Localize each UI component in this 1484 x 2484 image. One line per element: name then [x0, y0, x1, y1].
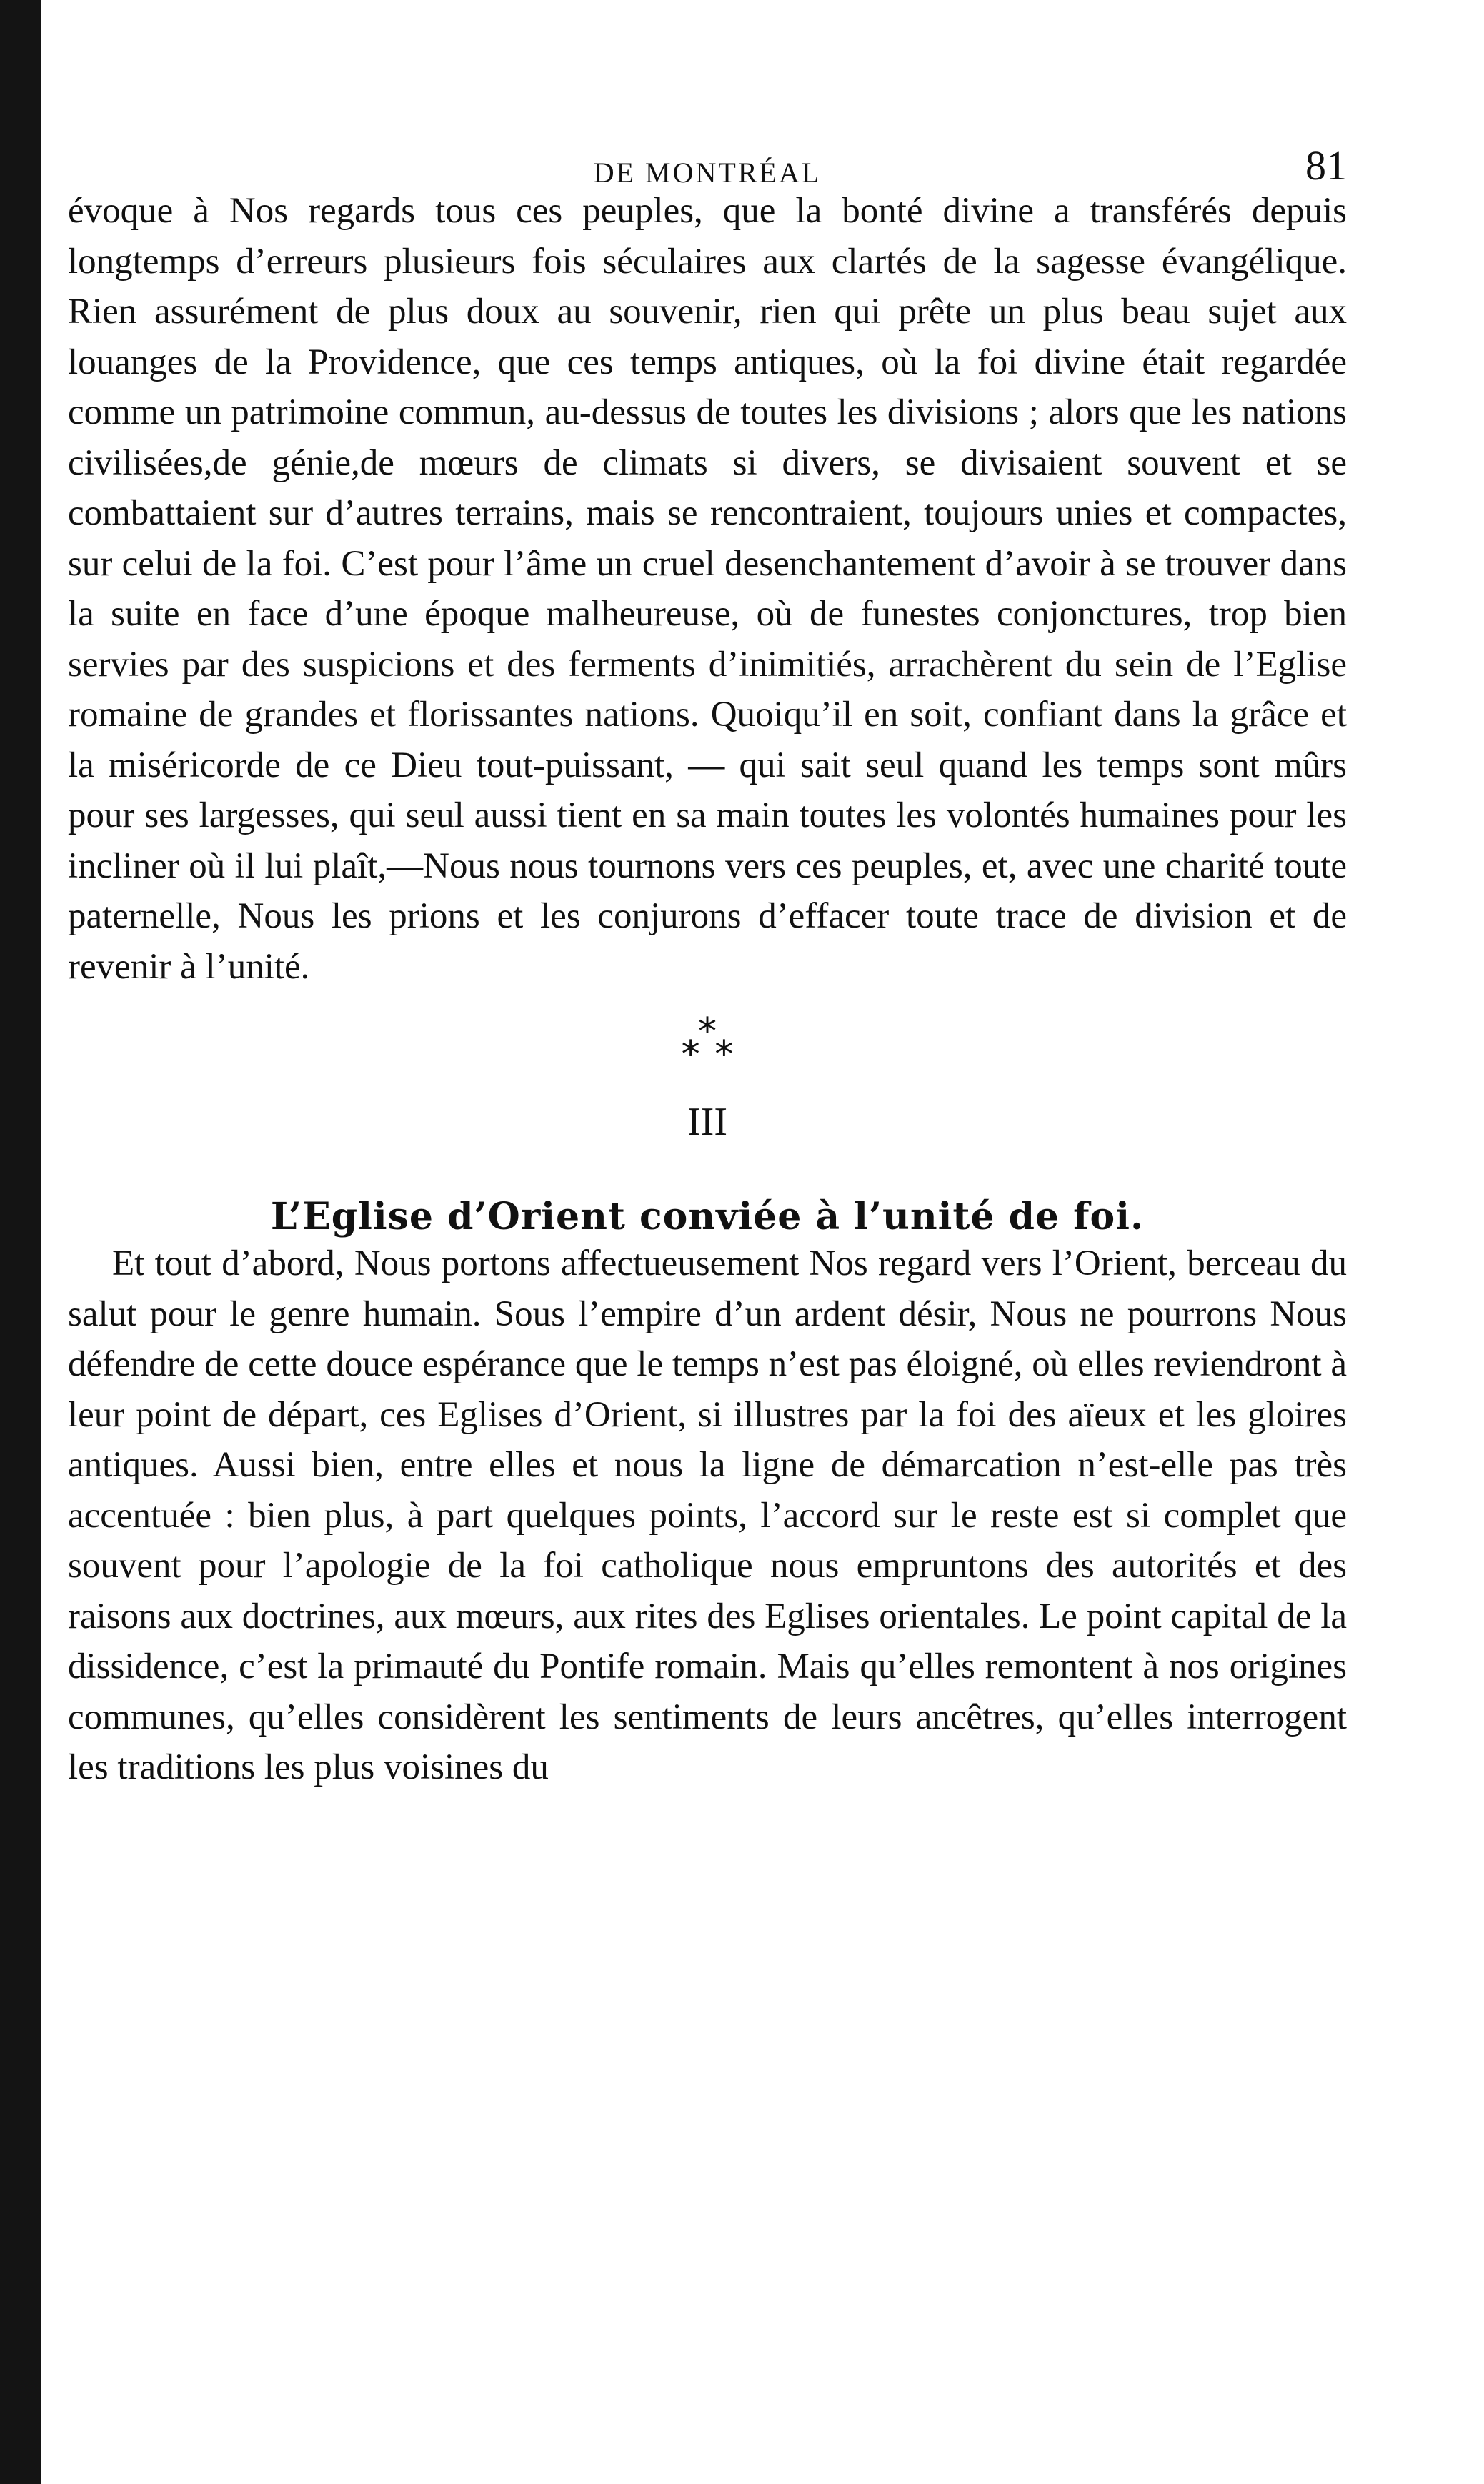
asterism-star-left: * [681, 1033, 700, 1076]
running-title: DE MONTRÉAL [593, 157, 822, 189]
body-text [68, 186, 1347, 1793]
asterism-star-right: * [714, 1033, 734, 1076]
paragraph-section-start: Et tout d’abord, Nous portons affectueusement Nos regard vers l’Orient, berceau du salut pour le genre humain. Sous l’empire d’un ardent désir, Nous ne pourrons Nous défendre de cette douce espérance que le temps n’est pas éloigné, où elles reviendront à leur point de départ, ces Eglises d’Orient, si illustres par la foi des aïeux et les gloires antiques. Aussi bien, entre elles et nous la ligne de démarcation n’est-elle pas très accentuée : bien plus, à part quelques points, l’accord sur le reste est si complet que souvent pour l’apologie de la foi catholique nous empruntons des autorités et des raisons aux doctrines, aux mœurs, aux rites des Eglises orientales. Le point capital de la dissidence, c’est la primauté du Pontife romain. Mais qu’elles remontent à nos origines communes, qu’elles considèrent les sentiments de leurs ancêtres, qu’elles interrogent les traditions les plus voisines du [68, 1243, 1347, 1787]
section-heading: L’Eglise d’Orient conviée à l’unité de foi. [270, 1195, 1145, 1238]
page-number: 81 [1305, 142, 1347, 189]
asterism-star-top: * [698, 1010, 717, 1053]
paragraph-continued: évoque à Nos regards tous ces peuples, que la bonté divine a transférés depuis longtemps d’erreurs plusieurs fois séculaires aux clartés de la sagesse évangélique. Rien assurément de plus doux au souvenir, rien qui prête un plus beau sujet aux louanges de la Providence, que ces temps antiques, où la foi divine était regardée comme un patrimoine commun, au-dessus de toutes les divisions ; alors que les nations civilisées,de génie,de mœurs de climats si divers, se divisaient souvent et se combattaient sur d’autres terrains, mais se rencontraient, toujours unies et compactes, sur celui de la foi. C’est pour l’âme un cruel desenchantement d’avoir à se trouver dans la suite en face d’une époque malheureuse, où de funestes conjonctures, trop bien servies par des suspicions et des ferments d’inimitiés, arrachèrent du sein de l’Eglise romaine de grandes et florissantes nations. Quoiqu’il en soit, confiant dans la grâce et la miséricorde de ce Dieu tout-puissant, — qui sait seul quand les temps sont mûrs pour ses largesses, qui seul aussi tient en sa main toutes les volontés humaines pour les incliner où il lui plaît,—Nous nous tournons vers ces peuples, et, avec une charité toute paternelle, Nous les prions et les conjurons d’effacer toute trace de division et de revenir à l’unité. [68, 191, 1347, 987]
running-header [68, 107, 1347, 189]
book-page [68, 107, 1347, 1793]
asterism-separator [68, 1010, 1347, 1078]
scan-edge [0, 0, 41, 2484]
section-number: III [687, 1100, 727, 1144]
